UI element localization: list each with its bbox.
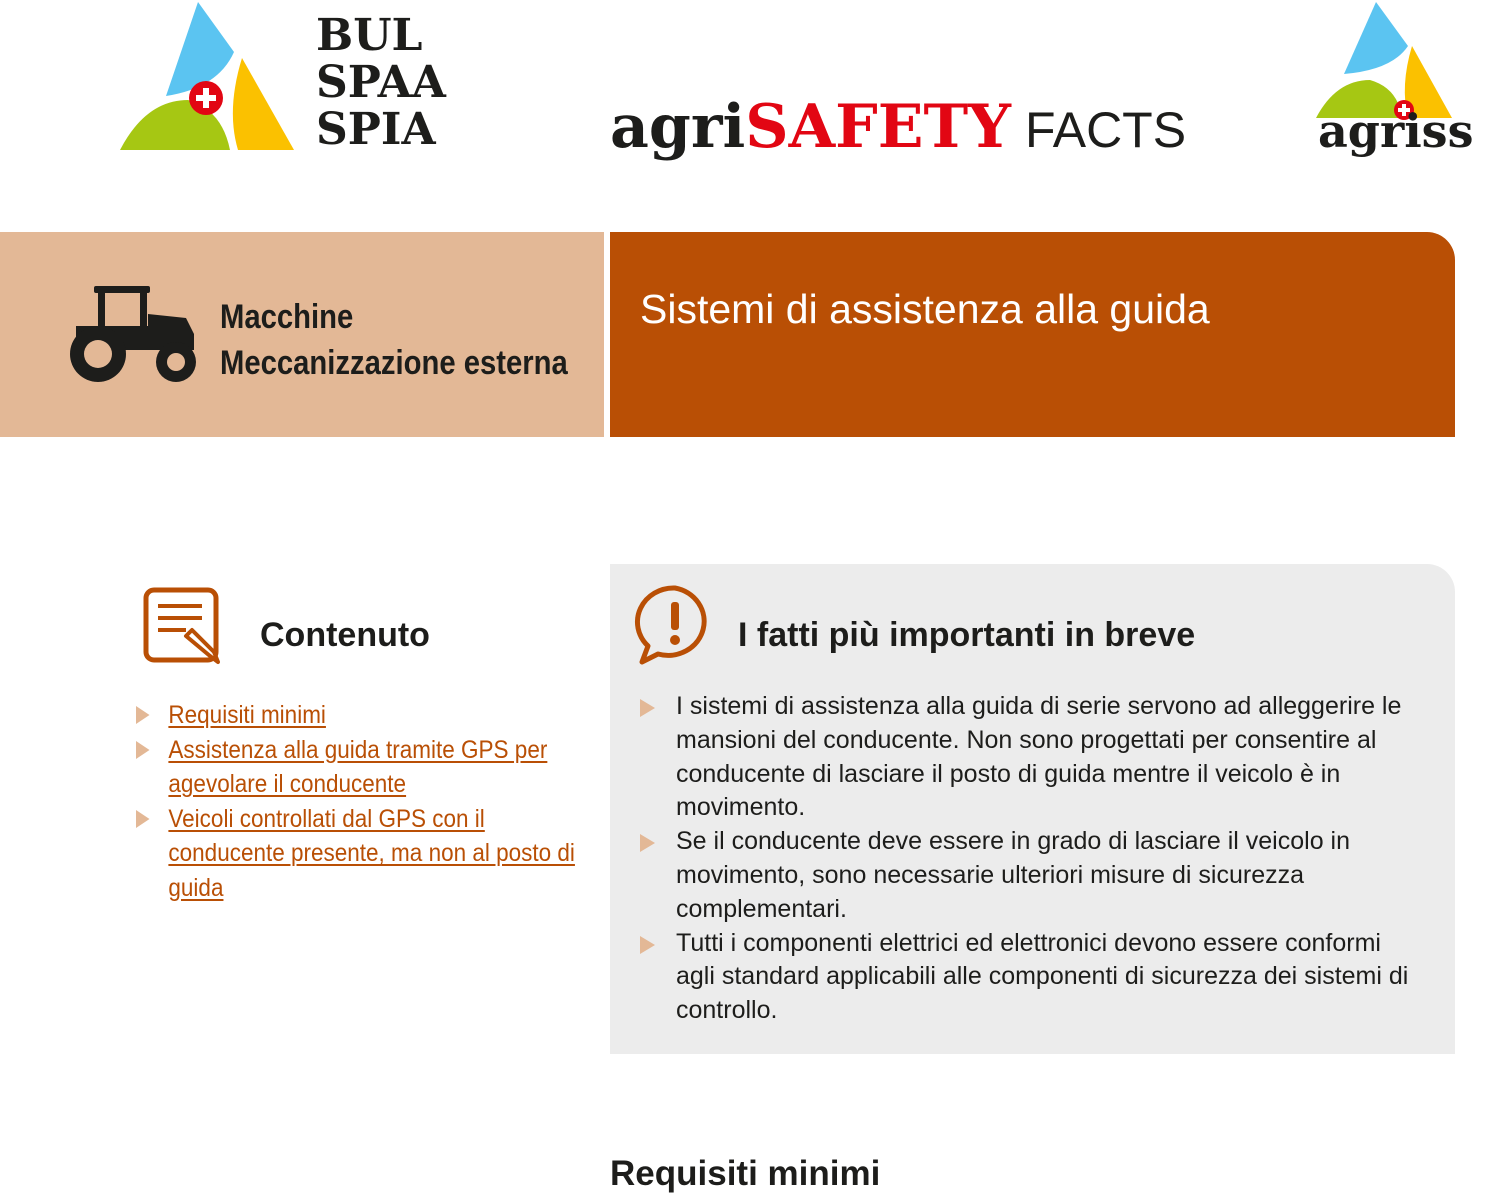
bul-logo-text: BUL SPAA SPIA [316,10,446,155]
bullet-triangle-icon [136,741,150,759]
contents-link-requisiti[interactable]: Requisiti minimi [168,701,326,729]
brand-facts: FACTS [1024,102,1187,158]
contents-link-gps-assist[interactable]: Assistenza alla guida tramite GPS per agevolare il conducente [168,735,548,798]
topic-title: Sistemi di assistenza alla guida [640,286,1210,332]
agriss-logo-text: agriss [1318,104,1474,158]
contents-item[interactable] [136,802,582,906]
facts-list [640,690,1420,1028]
topic-panel [610,232,1455,437]
section-heading: Requisiti minimi [610,1154,881,1193]
fact-text: Tutti i componenti elettrici ed elettronici devono essere conformi agli standard applicabili alle componenti di sicurezza dei sistemi di controllo. [676,928,1409,1025]
contents-heading: Contenuto [260,616,430,654]
category-line-2: Meccanizzazione esterna [220,344,568,382]
facts-heading: I fatti più importanti in breve [738,616,1196,654]
category-line-1: Macchine [220,298,354,336]
bullet-triangle-icon [136,810,150,828]
bullet-triangle-icon [640,936,655,954]
contents-link-gps-vehicles[interactable]: Veicoli controllati dal GPS con il conducente presente, ma non al posto di guida [168,804,575,902]
agrisafety-facts-title [610,92,1186,162]
contents-list [136,698,575,905]
fact-text: I sistemi di assistenza alla guida di serie servono ad alleggerire le mansioni del conducente. Non sono progettati per consentire al conducente di lasciare il posto di guida mentre il veicolo è in movimento. [676,692,1402,822]
contents-item[interactable] [136,698,582,733]
document-edit-icon [140,586,224,666]
bul-spaa-spia-logo-icon [118,0,298,156]
brand-agri: agri [610,92,746,162]
fact-item [640,927,1420,1028]
bullet-triangle-icon [136,706,150,724]
brand-safety: SAFETY [745,92,1011,162]
bullet-triangle-icon [640,834,655,852]
bullet-triangle-icon [640,699,655,717]
fact-item [640,825,1420,926]
tractor-icon [68,284,198,384]
speech-bubble-exclamation-icon [634,584,716,666]
fact-item [640,690,1420,825]
contents-item[interactable] [136,733,582,802]
fact-text: Se il conducente deve essere in grado di lasciare il veicolo in movimento, sono necessarie ulteriori misure di sicurezza complementari. [676,827,1350,923]
